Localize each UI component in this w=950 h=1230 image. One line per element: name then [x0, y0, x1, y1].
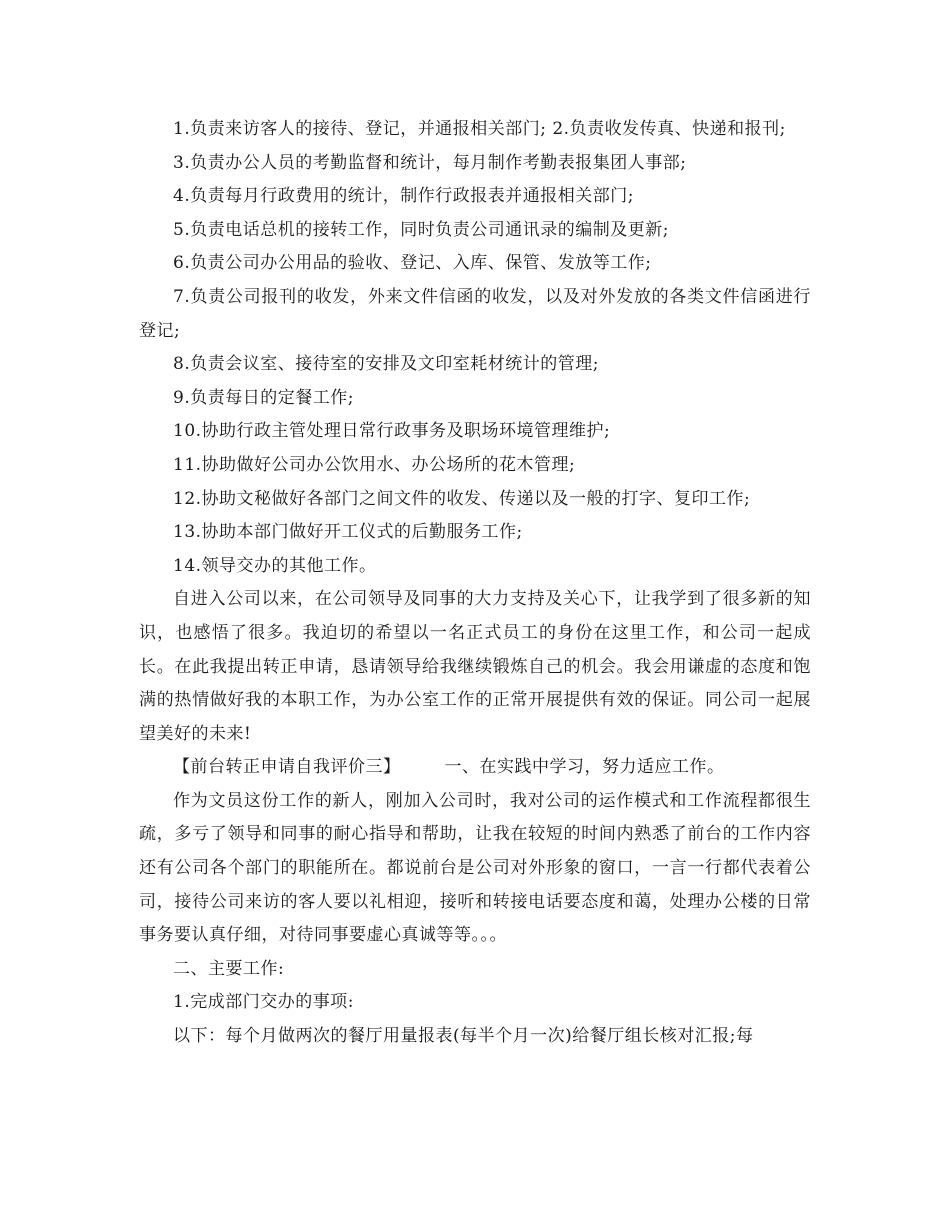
duty-item: 10.协助行政主管处理日常行政事务及职场环境管理维护; [173, 421, 611, 442]
duty-item: 5.负责电话总机的接转工作，同时负责公司通讯录的编制及更新; [173, 219, 669, 240]
duty-item: 11.协助做好公司办公饮用水、办公场所的花木管理; [173, 454, 576, 475]
duty-item: 9.负责每日的定餐工作; [173, 387, 354, 408]
section-title: 【前台转正申请自我评价三】 [173, 757, 401, 778]
section-heading-line [139, 751, 811, 785]
duty-item: 3.负责办公人员的考勤监督和统计，每月制作考勤表报集团人事部; [173, 152, 687, 173]
duty-item: 6.负责公司办公用品的验收、登记、入库、保管、发放等工作; [173, 253, 652, 274]
duty-item: 7.负责公司报刊的收发，外来文件信函的收发，以及对外发放的各类文件信函进行登记; [139, 286, 811, 341]
duty-item: 8.负责会议室、接待室的安排及文印室耗材统计的管理; [173, 354, 599, 375]
section-paragraph: 作为文员这份工作的新人，刚加入公司时，我对公司的运作模式和工作流程都很生疏，多亏了领导和同事的耐心指导和帮助，让我在较短的时间内熟悉了前台的工作内容还有公司各个部门的职能所在。都说前台是公司对外形象的窗口，一言一行都代表着公司，接待公司来访的客人要以礼相迎，接听和转接电话要态度和蔼，处理办公楼的日常事务要认真仔细，对待同事要虚心真诚等等。。。 [139, 790, 811, 946]
duty-item: 13.协助本部门做好开工仪式的后勤服务工作; [173, 522, 523, 543]
section-intro: 一、在实践中学习，努力适应工作。 [444, 757, 725, 778]
main-work-heading: 二、主要工作: [173, 958, 285, 979]
duty-item: 1.负责来访客人的接待、登记，并通报相关部门; 2.负责收发传真、快递和报刊; [173, 119, 786, 139]
closing-paragraph: 自进入公司以来，在公司领导及同事的大力支持及关心下，让我学到了很多新的知识，也感悟了很多。我迫切的希望以一名正式员工的身份在这里工作，和公司一起成长。在此我提出转正申请，恳请领导给我继续锻炼自己的机会。我会用谦虚的态度和饱满的热情做好我的本职工作，为办公室工作的正常开展提供有效的保证。同公司一起展望美好的未来! [139, 589, 811, 744]
document-page [139, 113, 811, 1054]
duty-item: 14.领导交办的其他工作。 [173, 555, 377, 576]
duty-item: 12.协助文秘做好各部门之间文件的收发、传递以及一般的打字、复印工作; [173, 488, 751, 509]
duty-item: 4.负责每月行政费用的统计，制作行政报表并通报相关部门; [173, 186, 634, 207]
work-item-heading: 1.完成部门交办的事项: [173, 992, 354, 1013]
work-item-detail: 以下：每个月做两次的餐厅用量报表(每半个月一次)给餐厅组长核对汇报;每 [173, 1026, 754, 1047]
